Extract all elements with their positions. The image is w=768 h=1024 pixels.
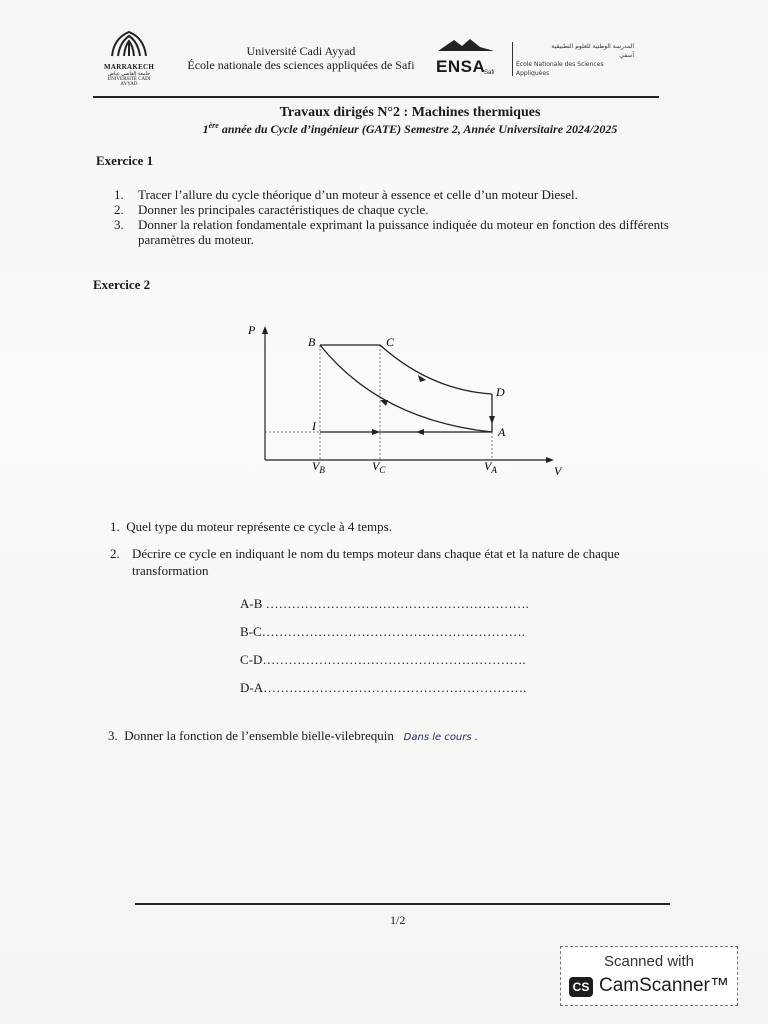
y-axis-arrow-icon xyxy=(262,326,268,334)
exercise2-heading: Exercice 2 xyxy=(93,277,151,292)
question-number: 1. xyxy=(110,519,120,534)
item-text: Donner les principales caractéristiques de chaque cycle. xyxy=(138,202,429,217)
point-b: B xyxy=(308,335,316,349)
arrow-intake-icon xyxy=(372,429,380,435)
logo-left-sub: UNIVERSITÉ CADI AYYAD xyxy=(107,77,151,87)
ensa-logo-text: ENSA xyxy=(436,57,486,76)
ensa-logo-sub: Safi xyxy=(484,70,495,76)
arrow-exhaust-icon xyxy=(416,429,424,435)
blank-line xyxy=(240,590,529,618)
point-a: A xyxy=(498,425,506,439)
blank-dots: ……………………………………………………. xyxy=(261,624,525,639)
university-name: Université Cadi Ayyad xyxy=(246,44,356,58)
blank-label: B-C xyxy=(240,624,262,639)
arrow-da-icon xyxy=(489,416,495,424)
arabic-line: École Nationale des Sciences Appliquées xyxy=(516,61,604,77)
header-rule xyxy=(93,96,659,98)
tick-vc: $V_C$ xyxy=(372,459,386,475)
question-text: Décrire ce cycle en indiquant le nom du temps moteur dans chaque état et la nature de chaque transformation xyxy=(132,546,620,578)
logo-left-text: MARRAKECH xyxy=(104,63,155,71)
item-number: 1. xyxy=(114,187,124,202)
question-number: 3. xyxy=(108,728,118,743)
subtitle-ordinal: 1 xyxy=(202,122,209,136)
subtitle-rest: année du Cycle d’ingénieur (GATE) Semestre 2, Année Universitaire 2024/2025 xyxy=(218,122,618,136)
arabic-line: آسفي xyxy=(619,52,634,59)
document-title: Travaux dirigés N°2 : Machines thermiques xyxy=(279,105,541,120)
blank-dots: ……………………………………………………. xyxy=(263,680,527,695)
tick-vb: $V_B$ xyxy=(312,459,325,475)
item-number: 3. xyxy=(114,217,124,232)
path-ab xyxy=(320,345,492,432)
item-number: 2. xyxy=(114,202,124,217)
page-number: 1/2 xyxy=(390,913,406,927)
x-axis-arrow-icon xyxy=(546,457,554,463)
footer-rule xyxy=(135,903,670,905)
ensa-logo xyxy=(436,38,506,78)
tick-va: $V_A$ xyxy=(484,459,497,475)
header-divider xyxy=(512,42,513,76)
item-text: Tracer l’allure du cycle théorique d’un moteur à essence et celle d’un moteur Diesel. xyxy=(138,187,578,202)
question-3 xyxy=(108,727,708,746)
watermark-line1: Scanned with xyxy=(603,953,695,970)
camscanner-logo-icon: CS xyxy=(569,977,593,997)
logo-emblem-icon xyxy=(104,30,154,58)
institution-block xyxy=(176,44,426,72)
question-text: Quel type du moteur représente ce cycle à 4 temps. xyxy=(126,519,392,534)
point-d: D xyxy=(496,385,505,399)
blank-label: C-D xyxy=(240,652,263,667)
exercise1-list xyxy=(114,187,674,247)
pv-diagram xyxy=(240,320,580,480)
blank-line xyxy=(240,618,529,646)
arabic-line: المدرسة الوطنية للعلوم التطبيقية xyxy=(551,43,634,50)
camscanner-watermark xyxy=(560,946,738,1006)
arrow-ab-icon xyxy=(380,400,388,406)
question-2 xyxy=(110,545,695,579)
item-text: Donner la relation fondamentale exprimant la puissance indiquée du moteur en fonction des différents paramètres du moteur. xyxy=(138,217,669,247)
question-1 xyxy=(110,518,690,535)
watermark-name: CamScanner™ xyxy=(599,975,729,996)
university-logo xyxy=(104,30,155,87)
handwritten-answer: Dans le cours . xyxy=(403,732,478,743)
axis-label-v: V xyxy=(554,464,562,478)
arabic-school-name xyxy=(516,42,634,78)
question-number: 2. xyxy=(110,546,120,561)
list-item xyxy=(114,187,674,202)
blank-dots: ……………………………………………………. xyxy=(265,596,529,611)
blank-label: D-A xyxy=(240,680,264,695)
school-name: École nationale des sciences appliquées de Safi xyxy=(187,58,415,72)
list-item xyxy=(114,202,674,217)
point-i: I xyxy=(312,419,316,433)
blank-label: A-B xyxy=(240,596,263,611)
blank-dots: ……………………………………………………. xyxy=(262,652,526,667)
axis-label-p: P xyxy=(248,323,256,337)
document-subtitle xyxy=(90,121,730,137)
exercise1-heading: Exercice 1 xyxy=(96,153,154,168)
blank-line xyxy=(240,646,529,674)
logo-left-arabic: جامعة القاضي عياض xyxy=(107,72,151,77)
question-text: Donner la fonction de l’ensemble bielle-vilebrequin xyxy=(124,728,394,743)
list-item xyxy=(114,217,674,247)
path-cd xyxy=(380,345,492,394)
subtitle-sup: ère xyxy=(208,121,219,130)
point-c: C xyxy=(386,335,395,349)
ensa-mountain-icon xyxy=(436,38,496,52)
blanks-list xyxy=(240,590,529,702)
blank-line xyxy=(240,674,529,702)
